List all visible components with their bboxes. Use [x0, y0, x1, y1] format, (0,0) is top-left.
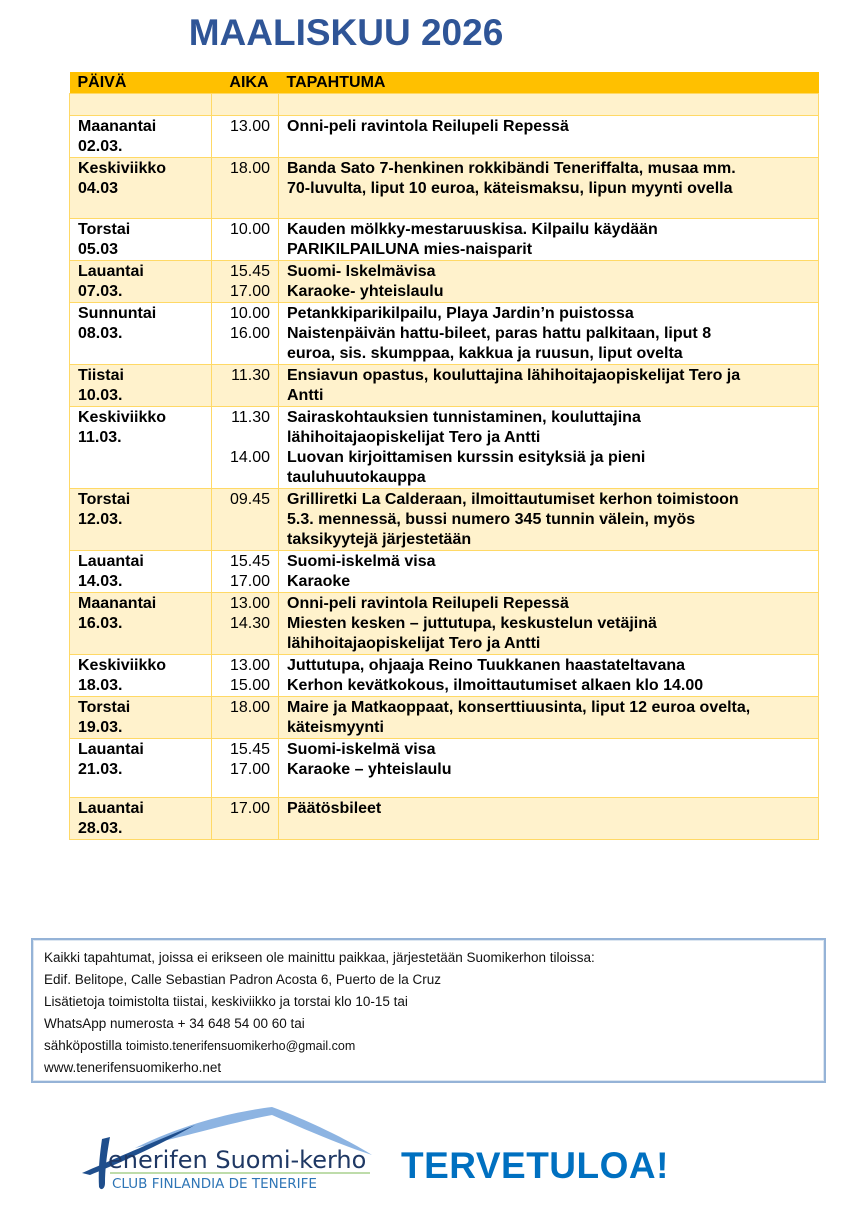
day-cell-line: Tiistai [78, 367, 124, 384]
day-cell [70, 407, 212, 489]
time-cell-line: 11.30 [231, 409, 270, 426]
time-cell-line: 10.00 [229, 305, 270, 322]
event-cell [279, 593, 819, 655]
logo-graphic [80, 1103, 375, 1195]
event-cell [279, 655, 819, 697]
table-row [70, 261, 819, 303]
logo-subtitle-text: CLUB FINLANDIA DE TENERIFE [112, 1176, 317, 1192]
table-row [70, 551, 819, 593]
day-cell-line: Torstai [78, 221, 131, 238]
day-cell [70, 94, 212, 116]
event-cell-line: Petankkiparikilpailu, Playa Jardin’n puistossa [287, 305, 634, 322]
info-line-whatsapp: WhatsApp numerosta + 34 648 54 00 60 tai [44, 1016, 305, 1031]
page-title: MAALISKUU 2026 [188, 12, 504, 53]
day-cell-line: 11.03. [78, 429, 122, 446]
info-line-email [44, 1035, 824, 1057]
day-cell-line: 10.03. [78, 387, 123, 404]
day-cell-line: Torstai [78, 699, 131, 716]
event-cell-line: Miesten kesken – juttutupa, keskustelun vetäjinä [287, 615, 657, 632]
event-cell-line: Grilliretki La Calderaan, ilmoittautumiset kerhon toimistoon [287, 491, 739, 508]
day-cell [70, 219, 212, 261]
time-cell [212, 489, 279, 551]
schedule-table [69, 72, 819, 840]
time-cell [212, 655, 279, 697]
event-cell-line: Juttutupa, ohjaaja Reino Tuukkanen haastateltavana [287, 657, 686, 674]
header-day: PÄIVÄ [70, 72, 212, 94]
day-cell [70, 116, 212, 158]
event-cell-line: Luovan kirjoittamisen kurssin esityksiä ja pieni [287, 449, 646, 466]
time-cell-line: 17.00 [229, 761, 270, 778]
table-row [70, 697, 819, 739]
time-cell-line: 17.00 [229, 283, 270, 300]
table-row [70, 219, 819, 261]
club-logo [80, 1103, 375, 1195]
event-cell-line: Karaoke- yhteislaulu [287, 283, 444, 300]
day-cell [70, 798, 212, 840]
time-cell [212, 158, 279, 219]
time-cell [212, 697, 279, 739]
day-cell-line: 21.03. [78, 761, 123, 778]
day-cell-line: 16.03. [78, 615, 123, 632]
schedule-body [70, 94, 819, 840]
time-cell-line: 09.45 [229, 491, 270, 508]
day-cell-line: Maanantai [78, 595, 157, 612]
email-prefix: sähköpostilla [44, 1038, 123, 1053]
time-cell [212, 739, 279, 798]
day-cell-line: Keskiviikko [78, 657, 167, 674]
time-cell-line: 10.00 [229, 221, 270, 238]
info-line-address: Edif. Belitope, Calle Sebastian Padron Acosta 6, Puerto de la Cruz [44, 972, 441, 987]
time-cell-line: 11.30 [231, 367, 270, 384]
event-cell-line: tauluhuutokauppa [287, 469, 426, 486]
time-cell [212, 94, 279, 116]
day-cell-line: Lauantai [78, 800, 144, 817]
event-cell-line: Karaoke [287, 573, 351, 590]
event-cell-line: Kauden mölkky-mestaruuskisa. Kilpailu käydään [287, 221, 658, 238]
time-cell-line: 13.00 [229, 595, 270, 612]
table-row [70, 158, 819, 219]
event-cell-line: Kerhon kevätkokous, ilmoittautumiset alkaen klo 14.00 [287, 677, 704, 694]
event-cell [279, 116, 819, 158]
day-cell-line: 02.03. [78, 138, 123, 155]
time-cell-line: 18.00 [229, 699, 270, 716]
event-cell-line: taksikyytejä järjestetään [287, 531, 472, 548]
table-row [70, 407, 819, 489]
event-cell [279, 219, 819, 261]
day-cell-line: Lauantai [78, 741, 144, 758]
event-cell-line: Sairaskohtauksien tunnistaminen, kouluttajina [287, 409, 641, 426]
event-cell-line: 70-luvulta, liput 10 euroa, käteismaksu, lipun myynti ovella [287, 180, 733, 197]
event-cell-line: PARIKILPAILUNA mies-naisparit [287, 241, 533, 258]
day-cell [70, 551, 212, 593]
table-row [70, 365, 819, 407]
table-row [70, 798, 819, 840]
header-event: TAPAHTUMA [279, 72, 819, 94]
event-cell [279, 489, 819, 551]
event-cell-line: Suomi-iskelmä visa [287, 741, 436, 758]
time-cell [212, 593, 279, 655]
event-cell [279, 697, 819, 739]
event-cell [279, 158, 819, 219]
table-row [70, 593, 819, 655]
time-cell-line: 15.45 [229, 263, 270, 280]
event-cell [279, 798, 819, 840]
event-cell [279, 365, 819, 407]
event-cell-line: lähihoitajaopiskelijat Tero ja Antti [287, 429, 541, 446]
info-line-venue: Kaikki tapahtumat, joissa ei erikseen ole mainittu paikkaa, järjestetään Suomikerhon tiloissa: [44, 950, 595, 965]
event-cell-line: Ensiavun opastus, kouluttajina lähihoitajaopiskelijat Tero ja [287, 367, 741, 384]
time-cell-line: 14.00 [229, 449, 270, 466]
day-cell [70, 489, 212, 551]
day-cell-line: Sunnuntai [78, 305, 157, 322]
time-cell [212, 303, 279, 365]
event-cell [279, 551, 819, 593]
welcome-text: TERVETULOA! [401, 1145, 669, 1186]
time-cell-line: 18.00 [229, 160, 270, 177]
event-cell-line: Onni-peli ravintola Reilupeli Repessä [287, 118, 569, 135]
day-cell-line: 08.03. [78, 325, 123, 342]
event-cell-line: Suomi- Iskelmävisa [287, 263, 436, 280]
time-cell-line: 17.00 [229, 573, 270, 590]
time-cell-line: 13.00 [229, 657, 270, 674]
website-link[interactable]: www.tenerifensuomikerho.net [44, 1060, 222, 1075]
table-row [70, 489, 819, 551]
event-cell [279, 739, 819, 798]
time-cell-line [220, 428, 270, 448]
day-cell-line: Lauantai [78, 263, 144, 280]
event-cell-line: Onni-peli ravintola Reilupeli Repessä [287, 595, 569, 612]
day-cell [70, 158, 212, 219]
time-cell [212, 551, 279, 593]
table-row [70, 739, 819, 798]
day-cell-line: Maanantai [78, 118, 157, 135]
event-cell-line: Päätösbileet [287, 800, 382, 817]
event-cell-line: käteismyynti [287, 719, 384, 736]
day-cell [70, 303, 212, 365]
day-cell-line: 28.03. [78, 820, 123, 837]
day-cell [70, 593, 212, 655]
time-cell-line: 15.45 [229, 741, 270, 758]
event-cell [279, 407, 819, 489]
event-cell-line: Antti [287, 387, 324, 404]
table-header-row [70, 72, 819, 94]
table-row [70, 116, 819, 158]
table-row [70, 655, 819, 697]
event-cell [279, 303, 819, 365]
day-cell [70, 655, 212, 697]
day-cell-line: Lauantai [78, 553, 144, 570]
time-cell-line: 15.00 [229, 677, 270, 694]
day-cell-line: 07.03. [78, 283, 123, 300]
event-cell [279, 261, 819, 303]
day-cell-line: Keskiviikko [78, 160, 167, 177]
time-cell [212, 219, 279, 261]
day-cell-line: 18.03. [78, 677, 123, 694]
day-cell-line: 04.03 [78, 180, 119, 197]
time-cell-line: 15.45 [229, 553, 270, 570]
time-cell [212, 407, 279, 489]
event-cell-line: Maire ja Matkaoppaat, konserttiuusinta, liput 12 euroa ovelta, [287, 699, 751, 716]
day-cell-line: 19.03. [78, 719, 123, 736]
day-cell [70, 261, 212, 303]
event-cell-line: lähihoitajaopiskelijat Tero ja Antti [287, 635, 541, 652]
time-cell-line: 17.00 [229, 800, 270, 817]
event-cell-line: Suomi-iskelmä visa [287, 553, 436, 570]
event-cell [279, 94, 819, 116]
info-line-office-hours: Lisätietoja toimistolta tiistai, keskiviikko ja torstai klo 10-15 tai [44, 994, 408, 1009]
table-row [70, 303, 819, 365]
logo-name-text: enerifen Suomi-kerho [108, 1146, 367, 1174]
day-cell-line: 12.03. [78, 511, 123, 528]
time-cell [212, 365, 279, 407]
time-cell [212, 116, 279, 158]
time-cell [212, 261, 279, 303]
day-cell [70, 697, 212, 739]
day-cell [70, 739, 212, 798]
time-cell-line: 14.30 [229, 615, 270, 632]
day-cell [70, 365, 212, 407]
email-link[interactable]: toimisto.tenerifensuomikerho@gmail.com [125, 1039, 356, 1053]
header-time: AIKA [212, 72, 279, 94]
day-cell-line: Keskiviikko [78, 409, 167, 426]
table-row [70, 94, 819, 116]
time-cell-line: 13.00 [229, 118, 270, 135]
event-cell-line: Banda Sato 7-henkinen rokkibändi Teneriffalta, musaa mm. [287, 160, 736, 177]
time-cell [212, 798, 279, 840]
day-cell-line: 14.03. [78, 573, 123, 590]
event-cell-line: euroa, sis. skumppaa, kakkua ja ruusun, liput ovelta [287, 345, 683, 362]
day-cell-line: Torstai [78, 491, 131, 508]
event-cell-line: Naistenpäivän hattu-bileet, paras hattu palkitaan, liput 8 [287, 325, 712, 342]
event-cell-line: Karaoke – yhteislaulu [287, 761, 452, 778]
info-box [31, 938, 826, 1083]
time-cell-line: 16.00 [229, 325, 270, 342]
event-cell-line: 5.3. mennessä, bussi numero 345 tunnin välein, myös [287, 511, 696, 528]
day-cell-line: 05.03 [78, 241, 119, 258]
